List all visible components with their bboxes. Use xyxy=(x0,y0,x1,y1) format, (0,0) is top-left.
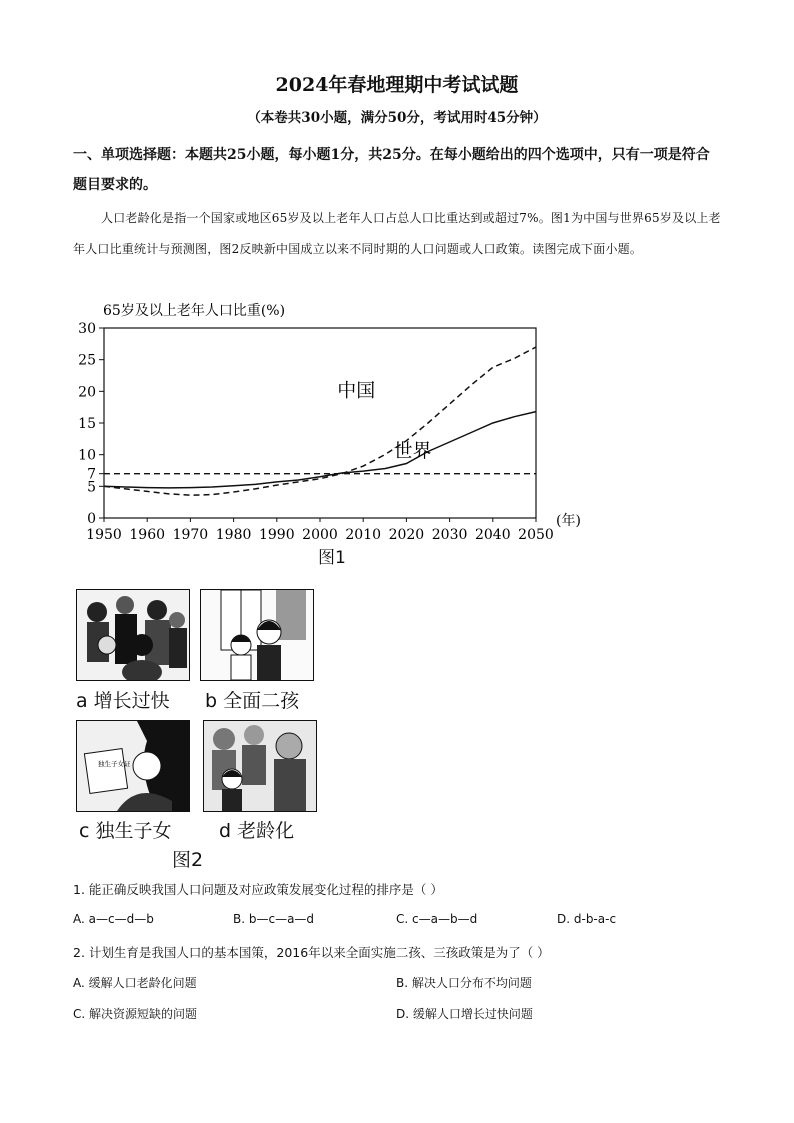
series-line-world xyxy=(104,412,536,488)
y-tick-label: 30 xyxy=(78,321,96,337)
x-tick-label: 2010 xyxy=(345,527,382,543)
intro-paragraph: 人口老龄化是指一个国家或地区65岁及以上老年人口占总人口比重达到或超过7%。图1为中国与世界65岁及以上老年人口比重统计与预测图，图2反映新中国成立以来不同时期的人口问题或人口政策。读图完成下面小题。 xyxy=(73,211,721,256)
question-1-option-b[interactable]: B. b—c—a—d xyxy=(233,912,315,926)
x-tick-label: 1960 xyxy=(129,527,166,543)
x-tick-label: 2030 xyxy=(431,527,468,543)
x-tick-label: 2050 xyxy=(518,527,554,543)
chart-title: 65岁及以上老年人口比重(%) xyxy=(103,303,286,319)
crowd-illustration xyxy=(77,590,189,680)
certificate-text: 独生子女证 xyxy=(98,760,131,768)
x-tick-label: 1990 xyxy=(258,527,295,543)
question-1-stem: 1. 能正确反映我国人口问题及对应政策发展变化过程的排序是（ ） xyxy=(73,882,443,897)
exam-title: 2024年春地理期中考试试题 xyxy=(275,74,519,96)
panel-a-label: a 增长过快 xyxy=(76,690,170,712)
y-tick-label: 0 xyxy=(87,511,96,527)
figure1-chart xyxy=(60,296,600,548)
question-2-option-d[interactable]: D. 缓解人口增长过快问题 xyxy=(396,1007,533,1021)
figure1-caption: 图1 xyxy=(318,548,346,568)
y-tick-label: 7 xyxy=(87,466,96,483)
panel-b-image xyxy=(200,589,314,681)
question-2-option-a[interactable]: A. 缓解人口老龄化问题 xyxy=(73,976,197,990)
question-1-option-c[interactable]: C. c—a—b—d xyxy=(396,912,478,926)
x-axis-label: (年) xyxy=(556,513,581,529)
x-tick-label: 2040 xyxy=(474,527,511,543)
x-tick-label: 1980 xyxy=(215,527,252,543)
panel-d-image xyxy=(203,720,317,812)
figure2-caption: 图2 xyxy=(172,849,204,871)
series-label-world: 世界 xyxy=(393,440,432,463)
panel-c-image xyxy=(76,720,190,812)
aging-illustration xyxy=(204,721,316,811)
question-1-option-a[interactable]: A. a—c—d—b xyxy=(73,912,154,926)
panel-a-image xyxy=(76,589,190,681)
x-tick-label: 1950 xyxy=(86,527,122,543)
y-tick-label: 20 xyxy=(78,384,96,401)
x-tick-label: 2000 xyxy=(302,527,338,543)
y-tick-label: 10 xyxy=(78,447,96,464)
panel-b-label: b 全面二孩 xyxy=(205,690,300,712)
question-1-option-d[interactable]: D. d-b-a-c xyxy=(557,912,617,926)
x-tick-label: 1970 xyxy=(172,527,209,543)
plot-frame xyxy=(104,328,536,518)
y-tick-label: 25 xyxy=(78,352,96,369)
y-tick-label: 5 xyxy=(87,479,96,496)
panel-d-label: d 老龄化 xyxy=(219,820,295,842)
series-label-china: 中国 xyxy=(337,379,376,402)
family-illustration xyxy=(201,590,313,680)
x-tick-label: 2020 xyxy=(388,527,425,543)
question-2-stem: 2. 计划生育是我国人口的基本国策，2016年以来全面实施二孩、三孩政策是为了（ ） xyxy=(73,945,550,960)
panel-c-label: c 独生子女 xyxy=(79,820,172,842)
one-child-illustration xyxy=(77,721,189,811)
exam-subtitle: （本卷共30小题，满分50分，考试用时45分钟） xyxy=(247,110,547,126)
question-2-option-b[interactable]: B. 解决人口分布不均问题 xyxy=(396,976,532,990)
question-2-option-c[interactable]: C. 解决资源短缺的问题 xyxy=(73,1007,198,1021)
y-tick-label: 15 xyxy=(78,416,96,432)
section-heading: 一、单项选择题：本题共25小题，每小题1分，共25分。在每小题给出的四个选项中，只有一项是符合题目要求的。 xyxy=(73,147,710,193)
